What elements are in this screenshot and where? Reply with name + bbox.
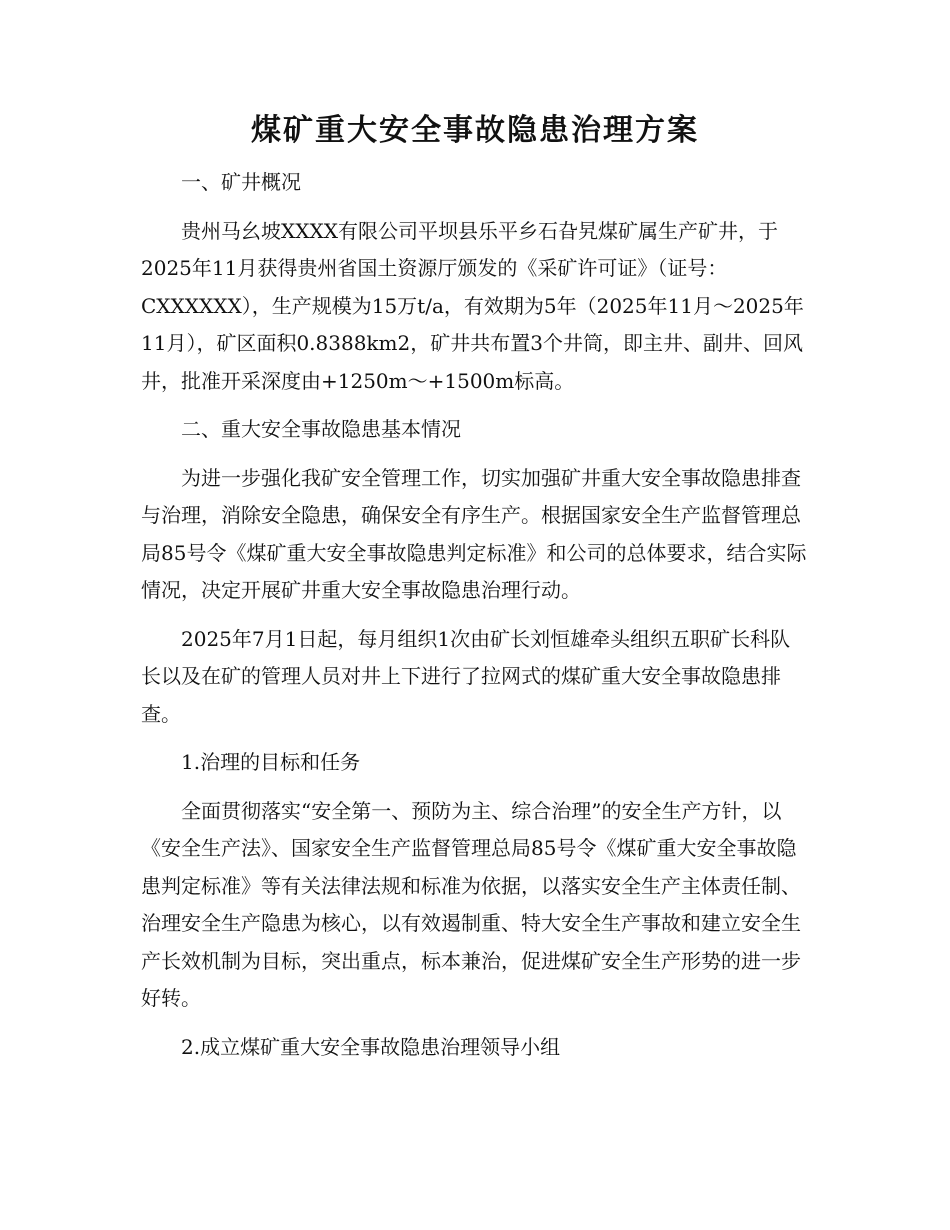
paragraph-goals-tasks: 全面贯彻落实“安全第一、预防为主、综合治理”的安全生产方针，以《安全生产法》、国家安全生产监督管理总局85号令《煤矿重大安全事故隐患判定标准》等有关法律法规和标准为依据，以落实安全生产主体责任制、治理安全生产隐患为核心，以有效遏制重、特大安全生产事故和建立安全生产长效机制为目标，突出重点，标本兼治，促进煤矿安全生产形势的进一步好转。	[141, 798, 801, 1010]
paragraph-monthly-inspection: 2025年7月1日起，每月组织1次由矿长刘恒雄牵头组织五职矿长科队长以及在矿的管理人员对井上下进行了拉网式的煤矿重大安全事故隐患排查。	[141, 626, 791, 726]
paragraph-hazard-background: 为进一步强化我矿安全管理工作，切实加强矿井重大安全事故隐患排查与治理，消除安全隐患，确保安全有序生产。根据国家安全生产监督管理总局85号令《煤矿重大安全事故隐患判定标准》和公司的总体要求，结合实际情况，决定开展矿井重大安全事故隐患治理行动。	[141, 465, 807, 602]
subheading-goals-tasks: 1.治理的目标和任务	[181, 750, 361, 774]
section-heading-hazard-situation: 二、重大安全事故隐患基本情况	[181, 417, 461, 441]
section-heading-mine-overview: 一、矿井概况	[181, 170, 301, 194]
document-title: 煤矿重大安全事故隐患治理方案	[251, 113, 699, 148]
paragraph-mine-overview: 贵州马幺坡XXXX有限公司平坝县乐平乡石旮旯煤矿属生产矿井，于2025年11月获得贵州省国土资源厅颁发的《采矿许可证》（证号：CXXXXXX），生产规模为15万t/a，有效期为5年（2025年11月～2025年11月），矿区面积0.8388km2，矿井共布置3个井筒，即主井、副井、回风井，批准开采深度由+1250m～+1500m标高。	[141, 218, 804, 393]
subheading-leadership-group: 2.成立煤矿重大安全事故隐患治理领导小组	[181, 1034, 561, 1059]
document-body	[141, 164, 809, 1077]
